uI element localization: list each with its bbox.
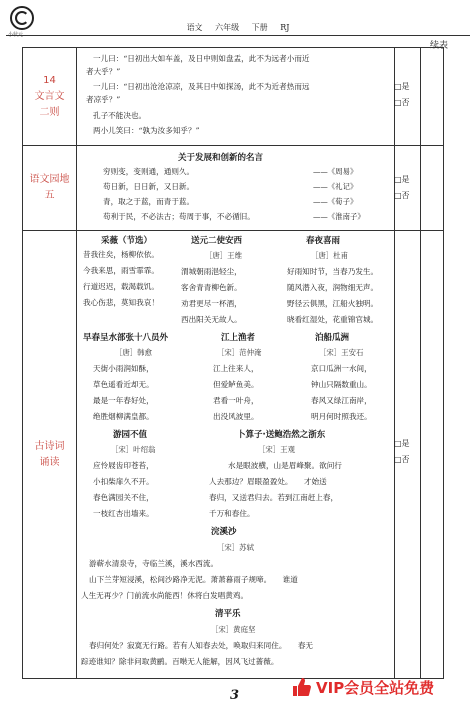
poem-title: 春夜喜雨 <box>306 236 341 246</box>
poem-line: 一枝红杏出墙来。 <box>93 509 154 518</box>
poem-line: 最是一年春好处， <box>93 396 154 405</box>
quote-text: 穷则变，变则通，通则久。 <box>103 167 195 176</box>
poem-line: 应怜屐齿印苍苔， <box>93 461 154 470</box>
col-divider <box>394 48 395 678</box>
poem-line: 今我来思，雨雪霏霏。 <box>83 266 159 275</box>
poem-line: 千万和春住。 <box>209 509 255 518</box>
quote-source: ——《礼记》 <box>313 182 358 191</box>
poem-line: 钟山只隔数重山。 <box>311 380 372 389</box>
watermark-text: VIP会员全站免费 <box>316 678 435 697</box>
quote-source: ——《淮南子》 <box>313 212 365 221</box>
checkbox-no[interactable]: □否 <box>394 98 410 107</box>
quotes-title: 关于发展和创新的名言 <box>178 153 264 163</box>
poem-author: ［唐］王维 <box>205 251 242 260</box>
poem-line: 春归，又送君归去。若到江南赶上春， <box>209 493 339 502</box>
poem-line: 小扣柴扉久不开。 <box>93 477 154 486</box>
quote-source: ——《荀子》 <box>313 197 358 206</box>
category-line: 诵读 <box>39 457 60 468</box>
category-line: 语文园地 <box>29 173 70 185</box>
poem-line: 山下兰芽短浸溪，松间沙路净无泥。萧萧暮雨子规啼。 谁道 <box>89 575 298 584</box>
category-line: 文言文 <box>34 90 65 102</box>
checkbox-no[interactable]: □否 <box>394 191 410 200</box>
poem-title: 江上渔者 <box>221 333 256 343</box>
poem-line: 踪迹谁知？除非问取黄鹂。百啭无人能解，因风飞过蔷薇。 <box>81 657 279 666</box>
poem-line: 但爱鲈鱼美。 <box>213 380 259 389</box>
header-edition: RJ <box>280 23 290 32</box>
category-line: 古诗词 <box>34 441 65 452</box>
poem-line: 劝君更尽一杯酒， <box>181 299 242 308</box>
poem-line: 人去那边？眉眼盈盈处。 才始送 <box>209 477 327 486</box>
header-rule <box>6 35 470 36</box>
col-divider <box>76 48 77 678</box>
poem-line: 客舍青青柳色新。 <box>181 283 242 292</box>
logo-caption: 小状元 <box>8 32 24 38</box>
text-line: 者大乎？” <box>86 67 121 76</box>
checkbox-yes[interactable]: □是 <box>394 439 410 448</box>
poem-line: 君看一叶舟， <box>213 396 259 405</box>
text-line: 孔子不能决也。 <box>93 111 147 120</box>
poem-author: ［宋］叶绍翁 <box>111 445 156 454</box>
text-line: 两小儿笑曰：“孰为汝多知乎？” <box>93 126 200 135</box>
completion-checkboxes[interactable] <box>394 436 420 468</box>
poem-line: 天街小雨润如酥， <box>93 364 154 373</box>
completion-checkboxes[interactable] <box>394 172 420 204</box>
poem-author: ［宋］王安石 <box>319 348 364 357</box>
poem-line: 昔我往矣，杨柳依依。 <box>83 250 159 259</box>
poem-title: 泊船瓜洲 <box>315 333 350 343</box>
poem-title: 卜算子·送鲍浩然之浙东 <box>237 430 326 440</box>
poem-line: 游蕲水清泉寺，寺临兰溪，溪水西流。 <box>89 559 219 568</box>
poem-title: 早春呈水部张十八员外 <box>83 333 169 343</box>
poem-author: ［唐］杜甫 <box>311 251 348 260</box>
col-divider <box>420 48 421 678</box>
poem-title: 清平乐 <box>215 609 241 619</box>
poem-line: 野径云俱黑，江船火独明。 <box>287 299 379 308</box>
thumbs-up-icon <box>290 676 312 698</box>
quote-text: 苟利于民，不必法古；苟周于事，不必循旧。 <box>103 212 255 221</box>
poem-line: 好雨知时节，当春乃发生。 <box>287 267 379 276</box>
quote-source: ——《周易》 <box>313 167 358 176</box>
row-divider <box>23 230 443 231</box>
poem-line: 京口瓜洲一水间， <box>311 364 372 373</box>
poem-author: ［宋］苏轼 <box>217 543 254 552</box>
poem-title: 送元二使安西 <box>191 236 243 246</box>
continued-label: 续表 <box>429 41 448 51</box>
checkbox-yes[interactable]: □是 <box>394 82 410 91</box>
category-line: 14 <box>43 74 56 86</box>
poem-line: 西出阳关无故人。 <box>181 315 242 324</box>
header-grade: 六年级 <box>215 23 240 32</box>
poem-line: 晓看红湿处，花重锦官城。 <box>287 315 379 324</box>
poem-line: 春色满园关不住， <box>93 493 154 502</box>
reading-table <box>22 47 444 679</box>
poem-line: 春归何处？寂寞无行路。若有人知春去处，唤取归来同住。 春无 <box>89 641 314 650</box>
checkbox-no[interactable]: □否 <box>394 455 410 464</box>
text-line: 者凉乎？” <box>86 95 121 104</box>
poem-title: 浣溪沙 <box>211 527 237 537</box>
poem-line: 明月何时照我还。 <box>311 412 372 421</box>
text-line: 一儿曰：“日初出沧沧凉凉，及其日中如探汤，此不为近者热而远 <box>93 82 310 91</box>
text-line: 一儿曰：“日初出大如车盖，及日中则如盘盂，此不为远者小而近 <box>93 54 310 63</box>
poem-line: 行道迟迟，载渴载饥。 <box>83 282 159 291</box>
poem-author: ［宋］黄庭坚 <box>211 625 256 634</box>
page-number: 3 <box>230 688 240 703</box>
quote-text: 青，取之于蓝，而青于蓝。 <box>103 197 195 206</box>
poem-title: 游园不值 <box>113 430 148 440</box>
poem-line: 水是眼波横，山是眉峰聚。欲问行 <box>228 461 342 470</box>
category-garden <box>23 145 76 230</box>
category-lesson-14 <box>23 48 76 145</box>
poem-title: 采薇（节选） <box>101 236 153 246</box>
poem-line: 我心伤悲，莫知我哀！ <box>83 298 159 307</box>
poem-line: 草色遥看近却无。 <box>93 380 154 389</box>
category-line: 二则 <box>39 106 60 118</box>
poem-line: 江上往来人， <box>213 364 259 373</box>
page-header <box>0 22 476 33</box>
poem-line: 随风潜入夜，润物细无声。 <box>287 283 379 292</box>
poem-line: 人生无再少？门前流水尚能西！休将白发唱黄鸡。 <box>81 591 249 600</box>
vip-watermark <box>290 676 434 698</box>
poem-line: 绝胜烟柳满皇都。 <box>93 412 154 421</box>
checkbox-yes[interactable]: □是 <box>394 175 410 184</box>
poem-author: ［唐］韩愈 <box>115 348 152 357</box>
row-divider <box>23 145 443 146</box>
poem-line: 春风又绿江南岸， <box>311 396 372 405</box>
category-line: 五 <box>44 189 55 201</box>
completion-checkboxes[interactable] <box>394 79 420 111</box>
header-term: 下册 <box>251 23 268 32</box>
poem-author: ［宋］王观 <box>258 445 295 454</box>
poem-author: ［宋］范仲淹 <box>217 348 262 357</box>
quote-text: 苟日新，日日新，又日新。 <box>103 182 195 191</box>
poem-line: 渭城朝雨浥轻尘， <box>181 267 242 276</box>
header-subject: 语文 <box>186 23 203 32</box>
poem-line: 出没风波里。 <box>213 412 259 421</box>
category-poems <box>23 230 76 680</box>
